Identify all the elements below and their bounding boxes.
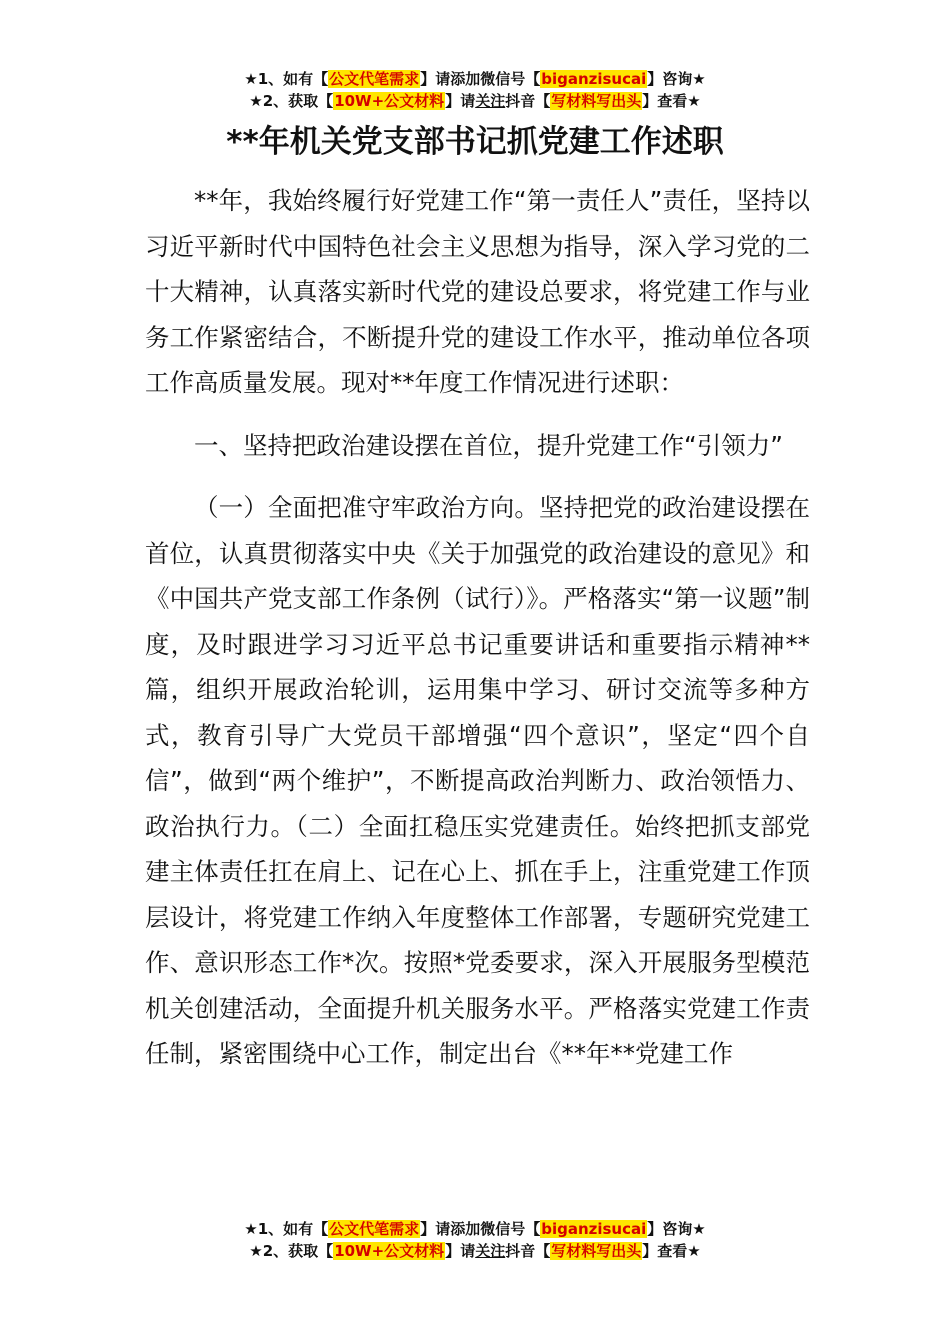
banner-text: ★2、获取【 xyxy=(249,1242,334,1260)
douyin-highlight: 写材料写出头 xyxy=(551,92,642,110)
banner-underline: 关注 xyxy=(475,1242,506,1260)
banner-text: 抖音【 xyxy=(505,92,551,110)
banner-underline: 关注 xyxy=(475,92,506,110)
banner-line-1 xyxy=(0,68,950,90)
footer-banner xyxy=(0,1218,950,1262)
wechat-id-highlight: biganzisucai xyxy=(541,70,647,88)
banner-text: ★2、获取【 xyxy=(249,92,334,110)
banner-text: 】请 xyxy=(445,1242,476,1260)
banner-text: 】咨询★ xyxy=(647,70,706,88)
banner-highlight: 10W+公文材料 xyxy=(334,1242,445,1260)
banner-text: 】请添加微信号【 xyxy=(420,1220,541,1238)
banner-highlight: 10W+公文材料 xyxy=(334,92,445,110)
banner-line-2 xyxy=(0,1240,950,1262)
banner-text: 抖音【 xyxy=(505,1242,551,1260)
banner-text: ★1、如有【 xyxy=(244,70,329,88)
douyin-highlight: 写材料写出头 xyxy=(551,1242,642,1260)
wechat-id-highlight: biganzisucai xyxy=(541,1220,647,1238)
section-heading-1: 一、坚持把政治建设摆在首位，提升党建工作“引领力” xyxy=(194,430,783,460)
banner-text: ★1、如有【 xyxy=(244,1220,329,1238)
banner-text: 】请 xyxy=(445,92,476,110)
header-banner xyxy=(0,68,950,112)
paragraph-section-1: （一）全面把准守牢政治方向。坚持把党的政治建设摆在首位，认真贯彻落实中央《关于加强党的政治建设的意见》和《中国共产党支部工作条例（试行）》。严格落实“第一议题”制度，及时跟进学习习近平总书记重要讲话和重要指示精神**篇，组织开展政治轮训，运用集中学习、研讨交流等多种方式，教育引导广大党员干部增强“四个意识”，坚定“四个自信”，做到“两个维护”，不断提高政治判断力、政治领悟力、政治执行力。（二）全面扛稳压实党建责任。始终把抓支部党建主体责任扛在肩上、记在心上、抓在手上，注重党建工作顶层设计，将党建工作纳入年度整体工作部署，专题研究党建工作、意识形态工作*次。按照*党委要求，深入开展服务型模范机关创建活动，全面提升机关服务水平。严格落实党建工作责任制，紧密围绕中心工作，制定出台《**年**党建工作 xyxy=(145,493,810,1068)
banner-line-1 xyxy=(0,1218,950,1240)
document-body xyxy=(145,178,810,1077)
banner-text: 】查看★ xyxy=(642,92,701,110)
banner-highlight: 公文代笔需求 xyxy=(329,1220,420,1238)
banner-highlight: 公文代笔需求 xyxy=(329,70,420,88)
banner-line-2 xyxy=(0,90,950,112)
paragraph-intro: **年，我始终履行好党建工作“第一责任人”责任，坚持以习近平新时代中国特色社会主义思想为指导，深入学习党的二十大精神，认真落实新时代党的建设总要求，将党建工作与业务工作紧密结合，不断提升党的建设工作水平，推动单位各项工作高质量发展。现对**年度工作情况进行述职： xyxy=(145,186,810,397)
banner-text: 】请添加微信号【 xyxy=(420,70,541,88)
banner-text: 】查看★ xyxy=(642,1242,701,1260)
document-title: **年机关党支部书记抓党建工作述职 xyxy=(226,124,724,160)
banner-text: 】咨询★ xyxy=(647,1220,706,1238)
